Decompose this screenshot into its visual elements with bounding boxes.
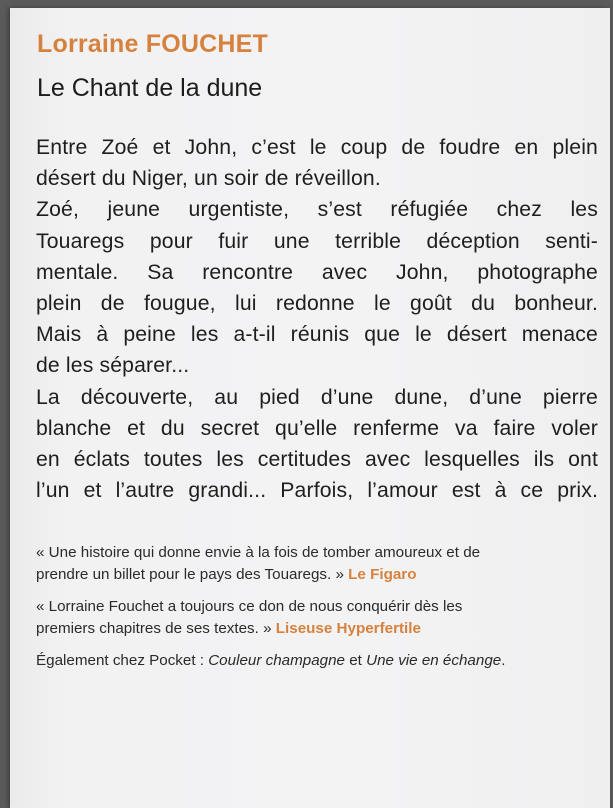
review-source: Liseuse Hyperfertile: [275, 620, 421, 637]
synopsis-line: en éclats toutes les certitudes avec lesquelles ils ont: [36, 447, 598, 471]
book-title: Le Chant de la dune: [37, 74, 263, 102]
synopsis-line: Touaregs pour fuir une terrible déception senti-: [36, 229, 598, 253]
synopsis-line: de les séparer...: [36, 354, 190, 378]
also-available: [36, 650, 596, 672]
review-figaro: [36, 542, 596, 586]
synopsis-line: La découverte, au pied d’une dune, d’une pierre: [36, 385, 598, 409]
synopsis-line: blanche et du secret qu’elle renferme va faire voler: [36, 416, 598, 440]
review-text-line: « Lorraine Fouchet a toujours ce don de nous conquérir dès les: [36, 598, 463, 615]
synopsis-line: plein de fougue, lui redonne le goût du bonheur.: [36, 291, 598, 315]
back-cover: [10, 8, 610, 808]
review-source: Le Figaro: [348, 566, 417, 583]
author-name: Lorraine FOUCHET: [37, 30, 268, 58]
synopsis-line: l’un et l’autre grandi... Parfois, l’amour est à ce prix.: [36, 479, 598, 503]
also-prefix: Également chez Pocket :: [36, 652, 209, 669]
also-book-title: Une vie en échange: [366, 652, 502, 669]
synopsis-line: Mais à peine les a-t-il réunis que le désert menace: [36, 323, 598, 347]
synopsis-line: Zoé, jeune urgentiste, s’est réfugiée chez les: [36, 198, 598, 222]
synopsis-line: mentale. Sa rencontre avec John, photographe: [36, 260, 598, 284]
press-reviews: [36, 542, 596, 672]
also-suffix: .: [501, 652, 506, 669]
synopsis-line: désert du Niger, un soir de réveillon.: [36, 167, 381, 191]
synopsis-line: Entre Zoé et John, c’est le coup de foudre en plein: [36, 136, 598, 159]
synopsis: [36, 132, 598, 506]
review-text-line: prendre un billet pour le pays des Touaregs. »: [36, 566, 344, 583]
review-text-line: « Une histoire qui donne envie à la fois de tomber amoureux et de: [36, 544, 481, 561]
also-joiner: et: [345, 652, 367, 669]
review-liseuse: [36, 596, 596, 640]
also-book-title: Couleur champagne: [208, 652, 345, 669]
review-text-line: premiers chapitres de ses textes. »: [36, 620, 272, 637]
